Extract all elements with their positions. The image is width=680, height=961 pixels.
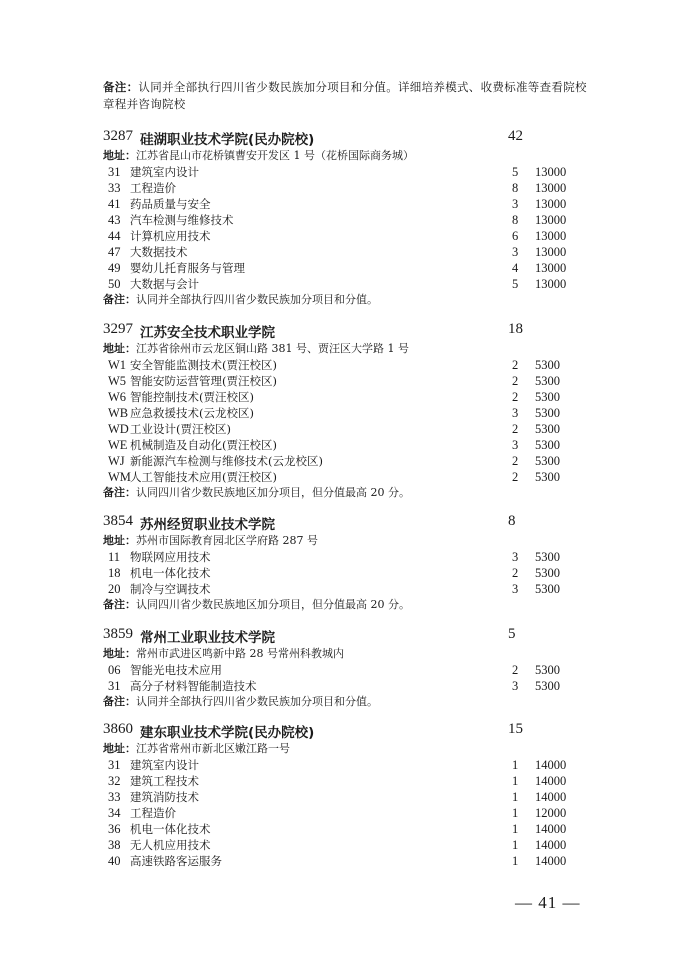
- major-row: [103, 357, 573, 373]
- major-row: [103, 276, 573, 292]
- school-code: 3854: [103, 513, 133, 529]
- major-name: 婴幼儿托育服务与管理: [130, 261, 245, 275]
- major-tuition: 5300: [535, 358, 560, 372]
- major-code: 43: [108, 213, 121, 227]
- major-tuition: 13000: [535, 245, 567, 259]
- major-row: [103, 581, 573, 597]
- major-row: [103, 837, 573, 853]
- address-label: 地址：: [103, 534, 136, 547]
- major-name: 建筑室内设计: [130, 758, 199, 772]
- major-code: 31: [108, 679, 121, 693]
- school-name: 建东职业技术学院(民办院校): [140, 725, 315, 741]
- remark-label: 备注：: [103, 598, 136, 611]
- school-total-quota: 15: [508, 721, 523, 737]
- major-name: 智能控制技术(贾汪校区): [130, 390, 254, 404]
- major-quota: 1: [512, 838, 519, 852]
- major-quota: 6: [512, 229, 519, 243]
- school-code: 3860: [103, 721, 133, 737]
- major-code: W6: [108, 390, 127, 404]
- major-tuition: 5300: [535, 406, 560, 420]
- major-name: 智能安防运营管理(贾汪校区): [130, 374, 277, 388]
- school-address: [103, 741, 573, 757]
- school-header: [103, 128, 573, 148]
- major-quota: 5: [512, 165, 519, 179]
- major-row: [103, 678, 573, 694]
- major-quota: 3: [512, 582, 519, 596]
- major-tuition: 5300: [535, 582, 560, 596]
- school-code: 3297: [103, 321, 133, 337]
- major-quota: 1: [512, 822, 519, 836]
- major-name: 建筑工程技术: [130, 774, 199, 788]
- major-row: [103, 757, 573, 773]
- remark-text: 认同四川省少数民族地区加分项目，但分值最高 20 分。: [136, 598, 410, 611]
- major-code: 18: [108, 566, 121, 580]
- major-row: [103, 469, 573, 485]
- major-name: 药品质量与安全: [130, 197, 211, 211]
- major-row: [103, 789, 573, 805]
- major-code: W5: [108, 374, 127, 388]
- major-name: 计算机应用技术: [130, 229, 211, 243]
- major-quota: 1: [512, 854, 519, 868]
- school-header: [103, 321, 573, 341]
- major-tuition: 14000: [535, 790, 567, 804]
- page-number: — 41 —: [515, 893, 581, 912]
- major-tuition: 5300: [535, 438, 560, 452]
- major-quota: 5: [512, 277, 519, 291]
- school-total-quota: 42: [508, 128, 523, 144]
- address-label: 地址：: [103, 342, 136, 355]
- major-row: [103, 212, 573, 228]
- major-code: WE: [108, 438, 128, 452]
- major-quota: 1: [512, 774, 519, 788]
- address-text: 苏州市国际教育园北区学府路 287 号: [136, 534, 318, 547]
- major-tuition: 5300: [535, 390, 560, 404]
- major-quota: 1: [512, 790, 519, 804]
- school-name: 江苏安全技术职业学院: [140, 325, 275, 341]
- major-tuition: 12000: [535, 806, 567, 820]
- major-tuition: 14000: [535, 758, 567, 772]
- major-name: 无人机应用技术: [130, 838, 211, 852]
- major-tuition: 14000: [535, 774, 567, 788]
- major-code: W1: [108, 358, 127, 372]
- major-name: 高分子材料智能制造技术: [130, 679, 257, 693]
- major-code: 33: [108, 181, 121, 195]
- school-block: [103, 513, 573, 613]
- major-tuition: 5300: [535, 374, 560, 388]
- major-row: [103, 389, 573, 405]
- major-code: 47: [108, 245, 121, 259]
- major-quota: 2: [512, 374, 519, 388]
- major-code: 33: [108, 790, 121, 804]
- major-tuition: 13000: [535, 261, 567, 275]
- major-row: [103, 437, 573, 453]
- major-name: 机电一体化技术: [130, 566, 211, 580]
- major-row: [103, 228, 573, 244]
- major-quota: 2: [512, 390, 519, 404]
- major-row: [103, 549, 573, 565]
- address-text: 江苏省徐州市云龙区铜山路 381 号、贾汪区大学路 1 号: [136, 342, 409, 355]
- school-name: 常州工业职业技术学院: [140, 630, 275, 646]
- major-name: 大数据技术: [130, 245, 188, 259]
- major-tuition: 5300: [535, 550, 560, 564]
- major-name: 高速铁路客运服务: [130, 854, 222, 868]
- major-quota: 1: [512, 806, 519, 820]
- major-row: [103, 662, 573, 678]
- major-quota: 2: [512, 358, 519, 372]
- major-name: 建筑室内设计: [130, 165, 199, 179]
- major-quota: 3: [512, 197, 519, 211]
- major-quota: 3: [512, 406, 519, 420]
- major-row: [103, 260, 573, 276]
- remark-text: 认同四川省少数民族地区加分项目，但分值最高 20 分。: [136, 486, 410, 499]
- major-code: 41: [108, 197, 121, 211]
- remark-label: 备注：: [103, 293, 136, 306]
- major-code: 36: [108, 822, 121, 836]
- remark-text: 认同并全部执行四川省少数民族加分项目和分值。: [136, 695, 378, 708]
- major-tuition: 13000: [535, 165, 567, 179]
- major-row: [103, 180, 573, 196]
- school-header: [103, 721, 573, 741]
- major-tuition: 5300: [535, 679, 560, 693]
- major-tuition: 5300: [535, 422, 560, 436]
- major-row: [103, 405, 573, 421]
- major-tuition: 13000: [535, 277, 567, 291]
- major-name: 建筑消防技术: [130, 790, 199, 804]
- remark-label: 备注：: [103, 486, 136, 499]
- major-name: 物联网应用技术: [130, 550, 211, 564]
- major-tuition: 5300: [535, 454, 560, 468]
- major-row: [103, 164, 573, 180]
- major-code: WB: [108, 406, 129, 420]
- major-name: 工程造价: [130, 181, 176, 195]
- major-name: 人工智能技术应用(贾汪校区): [130, 470, 277, 484]
- major-code: WM: [108, 470, 131, 484]
- major-quota: 3: [512, 679, 519, 693]
- major-quota: 3: [512, 245, 519, 259]
- major-row: [103, 805, 573, 821]
- remark-text: 认同并全部执行四川省少数民族加分项目和分值。详细培养模式、收费标准等查看院校章程并咨询院校: [103, 80, 587, 111]
- major-name: 汽车检测与维修技术: [130, 213, 234, 227]
- major-quota: 2: [512, 566, 519, 580]
- school-remark: [103, 694, 573, 710]
- major-quota: 8: [512, 213, 519, 227]
- school-total-quota: 18: [508, 321, 523, 337]
- major-name: 机械制造及自动化(贾汪校区): [130, 438, 277, 452]
- major-row: [103, 421, 573, 437]
- address-text: 江苏省常州市新北区嫩江路一号: [136, 742, 290, 755]
- major-name: 工业设计(贾汪校区): [130, 422, 231, 436]
- major-code: 06: [108, 663, 121, 677]
- address-text: 常州市武进区鸣新中路 28 号常州科教城内: [136, 647, 344, 660]
- major-row: [103, 853, 573, 869]
- major-code: 11: [108, 550, 121, 564]
- major-code: WJ: [108, 454, 125, 468]
- major-quota: 4: [512, 261, 519, 275]
- remark-label: 备注：: [103, 695, 136, 708]
- major-code: 32: [108, 774, 121, 788]
- major-code: 31: [108, 165, 121, 179]
- major-name: 机电一体化技术: [130, 822, 211, 836]
- major-tuition: 5300: [535, 566, 560, 580]
- major-code: 49: [108, 261, 121, 275]
- school-address: [103, 646, 573, 662]
- major-quota: 2: [512, 422, 519, 436]
- address-text: 江苏省昆山市花桥镇曹安开发区 1 号（花桥国际商务城）: [136, 149, 414, 162]
- major-quota: 2: [512, 663, 519, 677]
- major-tuition: 13000: [535, 229, 567, 243]
- major-name: 应急救援技术(云龙校区): [130, 406, 254, 420]
- major-code: 31: [108, 758, 121, 772]
- major-code: 20: [108, 582, 121, 596]
- school-code: 3287: [103, 128, 133, 144]
- major-tuition: 14000: [535, 838, 567, 852]
- school-name: 硅湖职业技术学院(民办院校): [140, 132, 315, 148]
- major-tuition: 13000: [535, 181, 567, 195]
- school-remark: [103, 292, 573, 308]
- major-quota: 2: [512, 454, 519, 468]
- major-row: [103, 244, 573, 260]
- school-header: [103, 626, 573, 646]
- major-tuition: 5300: [535, 470, 560, 484]
- major-code: 40: [108, 854, 121, 868]
- school-header: [103, 513, 573, 533]
- school-address: [103, 341, 573, 357]
- major-name: 工程造价: [130, 806, 176, 820]
- school-name: 苏州经贸职业技术学院: [140, 517, 275, 533]
- address-label: 地址：: [103, 742, 136, 755]
- school-block: [103, 721, 573, 869]
- major-quota: 8: [512, 181, 519, 195]
- major-quota: 3: [512, 438, 519, 452]
- school-remark: [103, 597, 573, 613]
- remark-label: 备注：: [103, 80, 139, 94]
- major-name: 制冷与空调技术: [130, 582, 211, 596]
- address-label: 地址：: [103, 647, 136, 660]
- major-tuition: 13000: [535, 213, 567, 227]
- major-tuition: 14000: [535, 854, 567, 868]
- major-name: 新能源汽车检测与维修技术(云龙校区): [130, 454, 323, 468]
- school-code: 3859: [103, 626, 133, 642]
- major-quota: 1: [512, 758, 519, 772]
- remark-text: 认同并全部执行四川省少数民族加分项目和分值。: [136, 293, 378, 306]
- major-row: [103, 196, 573, 212]
- school-address: [103, 533, 573, 549]
- major-quota: 3: [512, 550, 519, 564]
- school-block: [103, 128, 573, 308]
- address-label: 地址：: [103, 149, 136, 162]
- school-remark: [103, 485, 573, 501]
- school-address: [103, 148, 573, 164]
- major-tuition: 14000: [535, 822, 567, 836]
- major-code: 50: [108, 277, 121, 291]
- major-row: [103, 565, 573, 581]
- major-name: 大数据与会计: [130, 277, 199, 291]
- major-row: [103, 373, 573, 389]
- major-quota: 2: [512, 470, 519, 484]
- major-tuition: 13000: [535, 197, 567, 211]
- school-total-quota: 8: [508, 513, 516, 529]
- major-row: [103, 821, 573, 837]
- major-code: WD: [108, 422, 129, 436]
- major-code: 34: [108, 806, 121, 820]
- school-block: [103, 321, 573, 501]
- major-row: [103, 773, 573, 789]
- major-name: 智能光电技术应用: [130, 663, 222, 677]
- school-block: [103, 626, 573, 710]
- major-code: 44: [108, 229, 121, 243]
- major-code: 38: [108, 838, 121, 852]
- major-row: [103, 453, 573, 469]
- major-tuition: 5300: [535, 663, 560, 677]
- school-total-quota: 5: [508, 626, 516, 642]
- top-remark: [103, 79, 588, 113]
- major-name: 安全智能监测技术(贾汪校区): [130, 358, 277, 372]
